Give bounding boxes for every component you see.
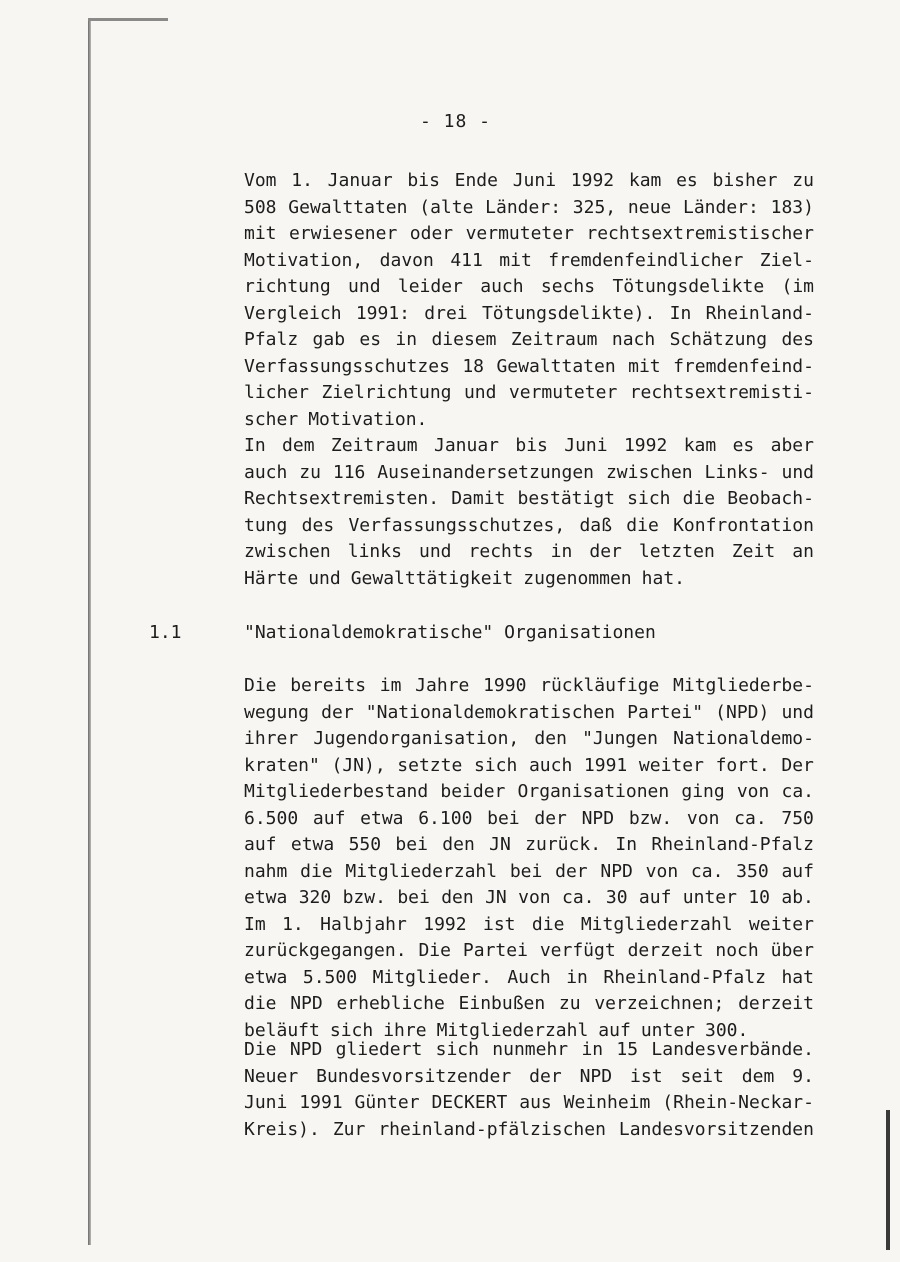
text-line: Vergleich 1991: drei Tötungsdelikte). In Rheinland- xyxy=(244,302,814,324)
text-line: mit erwiesener oder vermuteter rechtsextremistischer xyxy=(244,223,814,244)
text-line: Motivation, davon 411 mit fremdenfeindlicher Ziel- xyxy=(244,249,814,271)
page-number: - 18 - xyxy=(420,111,492,132)
text-line: Die NPD gliedert sich nunmehr in 15 Landesverbände. xyxy=(244,1039,814,1060)
text-line: ihrer Jugendorganisation, den "Jungen Nationaldemo- xyxy=(244,728,814,749)
text-line: Verfassungsschutzes 18 Gewalttaten mit fremdenfeind- xyxy=(244,355,814,377)
text-line: zurückgegangen. Die Partei verfügt derzeit noch über xyxy=(244,940,814,961)
corner-edge xyxy=(88,18,168,21)
text-line: Kreis). Zur rheinland-pfälzischen Landesvorsitzenden xyxy=(244,1118,814,1140)
text-line: kraten" (JN), setzte sich auch 1991 weiter fort. Der xyxy=(244,754,814,776)
text-line: beläuft sich ihre Mitgliederzahl auf unter 300. xyxy=(244,1019,749,1041)
text-line: Rechtsextremisten. Damit bestätigt sich die Beobach- xyxy=(244,488,814,509)
text-line: zwischen links und rechts in der letzten Zeit an xyxy=(244,541,814,562)
text-line: Neuer Bundesvorsitzender der NPD ist seit dem 9. xyxy=(244,1065,814,1087)
text-line: Juni 1991 Günter DECKERT aus Weinheim (Rhein-Neckar- xyxy=(244,1092,814,1113)
text-line: Mitgliederbestand beider Organisationen ging von ca. xyxy=(244,781,814,802)
text-line: licher Zielrichtung und vermuteter rechtsextremisti- xyxy=(244,382,814,403)
binding-edge xyxy=(88,20,91,1245)
text-line: wegung der "Nationaldemokratischen Partei" (NPD) und xyxy=(244,701,814,723)
text-line: Im 1. Halbjahr 1992 ist die Mitgliederzahl weiter xyxy=(244,913,814,935)
text-line: Die bereits im Jahre 1990 rückläufige Mitgliederbe- xyxy=(244,675,814,696)
text-line: richtung und leider auch sechs Tötungsdelikte (im xyxy=(244,276,814,297)
text-line: Pfalz gab es in diesem Zeitraum nach Schätzung des xyxy=(244,329,814,350)
text-line: scher Motivation. xyxy=(244,408,428,430)
text-line: auf etwa 550 bei den JN zurück. In Rheinland-Pfalz xyxy=(244,834,814,855)
text-line: auch zu 116 Auseinandersetzungen zwischen Links- und xyxy=(244,461,814,483)
section-number: 1.1 xyxy=(149,622,182,643)
text-line: In dem Zeitraum Januar bis Juni 1992 kam es aber xyxy=(244,435,814,456)
text-line: Vom 1. Januar bis Ende Juni 1992 kam es bisher zu xyxy=(244,170,814,191)
scan-edge xyxy=(886,1110,890,1250)
section-title: "Nationaldemokratische" Organisationen xyxy=(244,622,656,643)
text-line: 6.500 auf etwa 6.100 bei der NPD bzw. von ca. 750 xyxy=(244,807,814,829)
text-line: etwa 5.500 Mitglieder. Auch in Rheinland-Pfalz hat xyxy=(244,966,814,988)
text-line: etwa 320 bzw. bei den JN von ca. 30 auf unter 10 ab. xyxy=(244,887,814,908)
text-line: Härte und Gewalttätigkeit zugenommen hat. xyxy=(244,567,685,589)
text-line: 508 Gewalttaten (alte Länder: 325, neue Länder: 183) xyxy=(244,196,814,218)
text-line: nahm die Mitgliederzahl bei der NPD von ca. 350 auf xyxy=(244,860,814,882)
text-line: die NPD erhebliche Einbußen zu verzeichnen; derzeit xyxy=(244,993,814,1014)
text-line: tung des Verfassungsschutzes, daß die Konfrontation xyxy=(244,514,814,536)
